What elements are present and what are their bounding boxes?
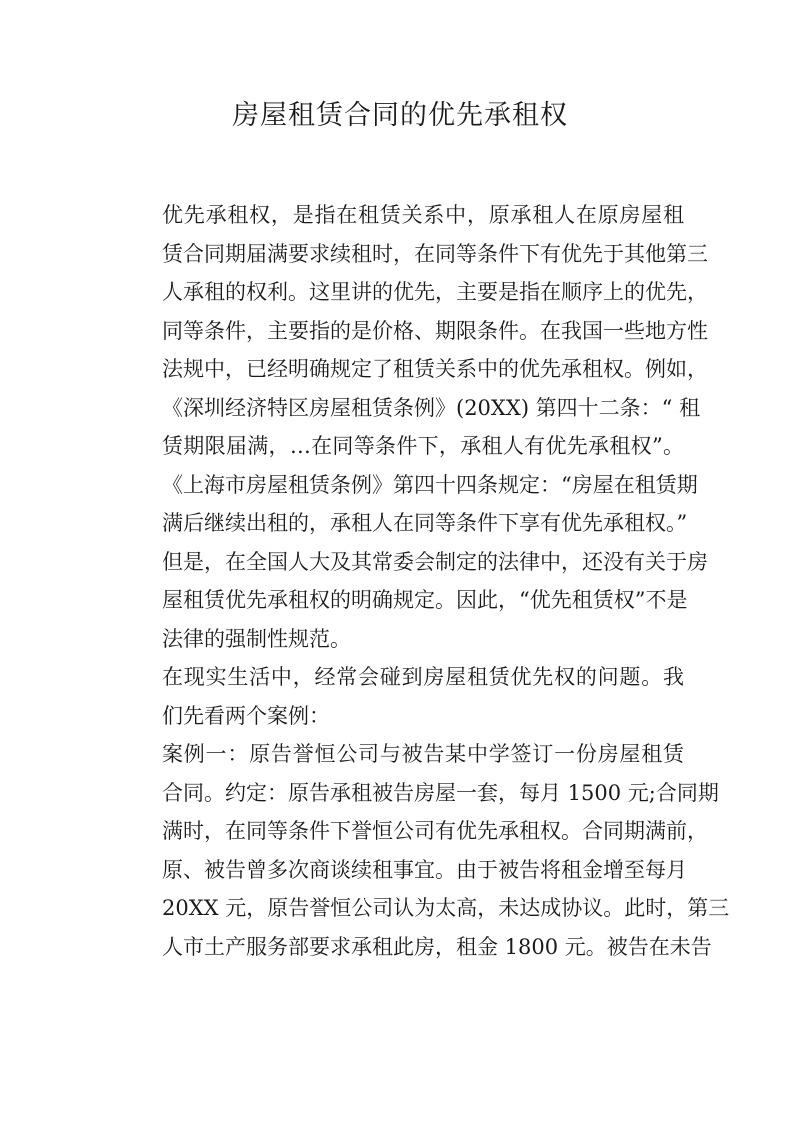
paragraph-1 — [120, 196, 708, 658]
document-title: 房屋租赁合同的优先承租权 — [232, 100, 568, 131]
text-line: 屋租赁优先承租权的明确规定。因此，“优先租赁权”不是 — [162, 588, 688, 612]
text-line: 优先承租权，是指在租赁关系中，原承租人在原房屋租 — [162, 203, 684, 227]
text-line: 但是，在全国人大及其常委会制定的法律中，还没有关于房 — [162, 549, 708, 574]
text-line: 法规中，已经明确规定了租赁关系中的优先承租权。例如， — [162, 357, 708, 381]
text-line: 《上海市房屋租赁条例》第四十四条规定：“房屋在租赁期 — [162, 472, 698, 497]
text-line: 们先看两个案例： — [162, 703, 330, 728]
text-line: 赁期限届满，…在同等条件下，承租人有优先承租权”。 — [162, 434, 684, 458]
text-line: 满时，在同等条件下誉恒公司有优先承租权。合同期满前， — [162, 819, 708, 843]
text-line: 20XX 元，原告誉恒公司认为太高，未达成协议。此时，第三 — [162, 896, 730, 920]
text-line: 人市土产服务部要求承租此房，租金 1800 元。被告在未告 — [162, 934, 712, 959]
document-body — [120, 196, 730, 966]
text-line: 合同。约定：原告承租被告房屋一套，每月 1500 元;合同期 — [162, 780, 719, 805]
text-line: 法律的强制性规范。 — [162, 626, 351, 651]
paragraph-3 — [120, 735, 730, 966]
paragraph-2 — [120, 658, 684, 735]
text-line: 满后继续出租的，承租人在同等条件下享有优先承租权。” — [162, 511, 688, 535]
text-line: 原、被告曾多次商谈续租事宜。由于被告将租金增至每月 — [162, 857, 687, 882]
text-line: 在现实生活中，经常会碰到房屋租赁优先权的问题。我 — [162, 665, 684, 689]
text-line: 赁合同期届满要求续租时，在同等条件下有优先于其他第三 — [162, 241, 708, 266]
text-line: 案例一：原告誉恒公司与被告某中学签订一份房屋租赁 — [162, 742, 684, 766]
text-line: 人承租的权利。这里讲的优先，主要是指在顺序上的优先， — [162, 280, 708, 304]
text-line: 同等条件，主要指的是价格、期限条件。在我国一些地方性 — [162, 318, 708, 343]
text-line: 《深圳经济特区房屋租赁条例》(20XX) 第四十二条：“ 租 — [162, 395, 701, 420]
